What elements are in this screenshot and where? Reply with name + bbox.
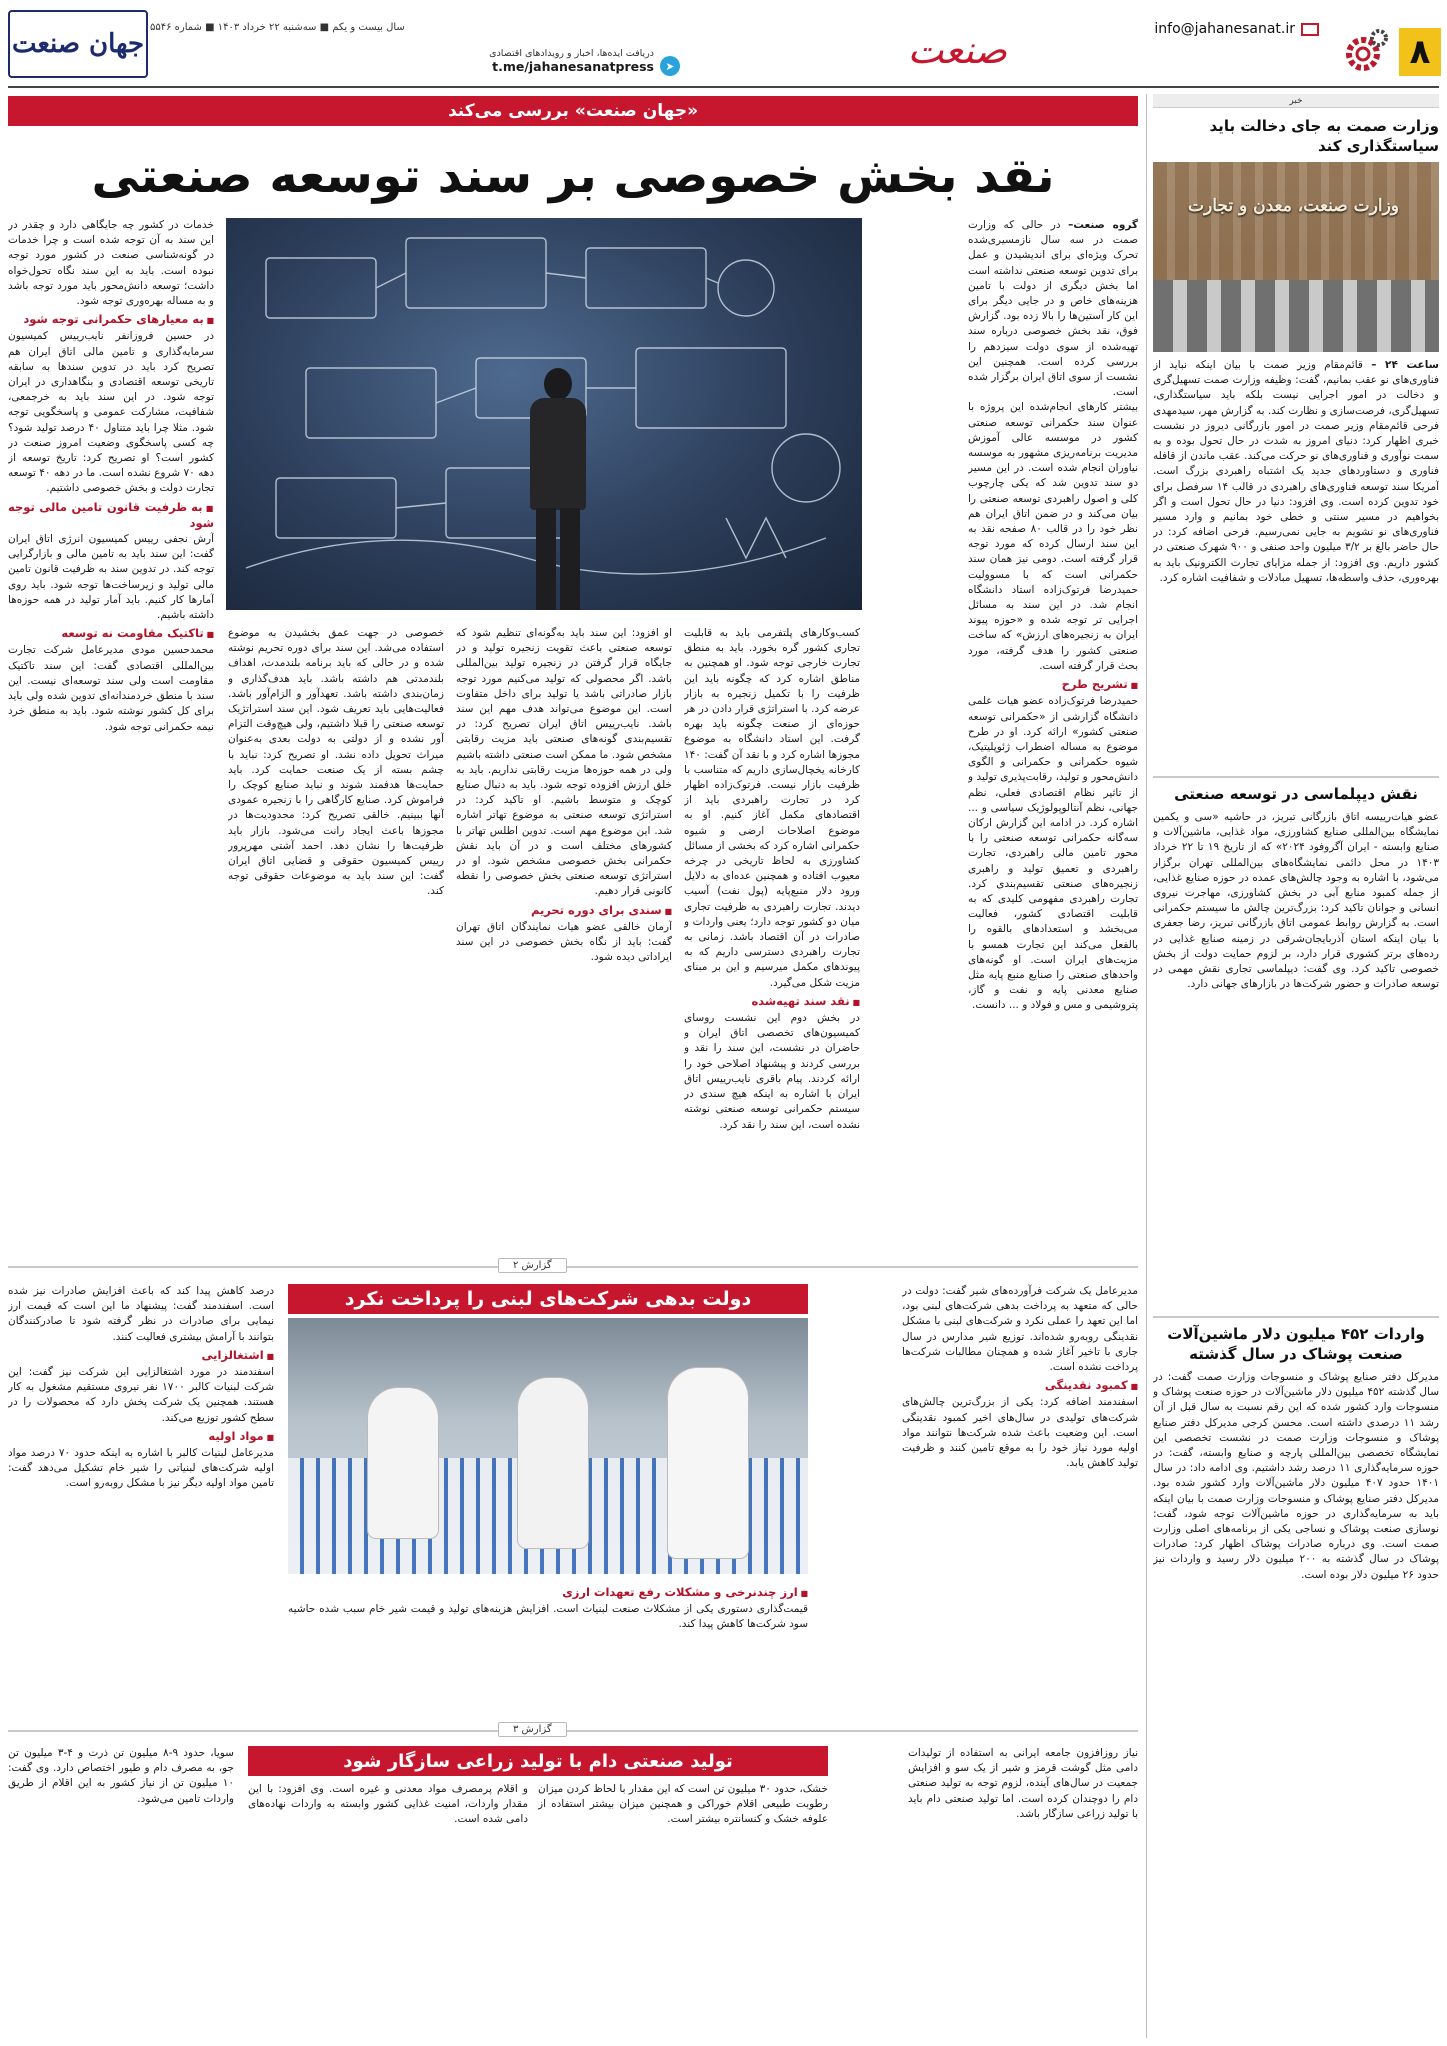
lead-label: گروه صنعت– (1068, 219, 1138, 231)
page-number-badge (1399, 28, 1441, 76)
report2-col-a-text: مدیرعامل یک شرکت فرآورده‌های شیر گفت: دولت در حالی که متعهد به پرداخت بدهی شرکت‌های لبنی بود، اما این تعهد را عملی نکرد و شرکت‌های لبنی با مشکل نقدینگی روبه‌رو شده‌اند. توزیع شیر مدارس در سال جاری با تاخیر آغاز شده و همچنان مطالبات شرکت‌ها پرداخت نشده است. (902, 1285, 1138, 1374)
masthead-text: جهان صنعت (11, 29, 145, 59)
report3-col-c (248, 1782, 528, 2036)
col2-text-b: در بخش دوم این نشست روسای کمیسیون‌های تخصصی اتاق ایران و حاضران در نشست، این سند را نقد و بررسی کردند و پیشنهاد اصلاحی خود را ارائه کردند. پیام باقری نایب‌رییس اتاق ایران با اشاره به اینکه هیچ سندی در سیستم حکمرانی توسعه صنعتی نوشته نشده است، این سند را نقد کرد. (684, 1012, 860, 1131)
email-line (1154, 18, 1319, 40)
sidebar-divider-1 (1153, 776, 1439, 778)
header-rule (8, 86, 1439, 88)
report3-tag: گزارش ۳ (498, 1722, 567, 1737)
report2-col-b-text: قیمت‌گذاری دستوری یکی از مشکلات صنعت لبنیات است. افزایش هزینه‌های تولید و قیمت شیر خام سبب شده حاشیه سود شرکت‌ها کاهش پیدا کند. (288, 1603, 808, 1631)
gear-icon (1339, 26, 1389, 76)
col5-text: خدمات در کشور چه جایگاهی دارد و چقدر در این سند به آن توجه شده است و چرا خدمات در گونه‌شناسی صنعت در کشور مورد توجه نبوده است. باید به این سند نگاه تحول‌خواه داشت؛ توسعه دانش‌محور باید مورد توجه باشد و به مساله بهره‌وری توجه شود. (8, 219, 214, 308)
col5-text-b: در حسین فروزانفر نایب‌رییس کمیسیون سرمایه‌گذاری و تامین مالی اتاق ایران هم تصریح کرد باید در تدوین سندها به سابقه تاریخی توسعه اقتصادی و بنگاهداری در ایران توجه شود. در این سند باید به خرجمعی، شفافیت، مشارکت عمومی و پاسخگویی توجه شود. مثلا چرا باید متناول ۴۰ درصد تولید شود؟ چه کسی پاسخگوی وضعیت امروز صنعت در کشور است؟ او تصریح کرد: تاریخ توسعه از دهه ۷۰ شروع نشده است. ما در دهه ۴۰ توسعه تجارت دولت و بخش خصوصی داشتیم. (8, 330, 214, 495)
report2-col-b (288, 1582, 808, 1712)
issue-info: سال بیست و یکم ■ سه‌شنبه ۲۲ خرداد ۱۴۰۳ ■ شماره ۵۵۴۶ (150, 22, 405, 33)
report2-col-c-text2: اسفندمند در مورد اشتغالزایی این شرکت نیز گفت: این شرکت لبنیات کالبر ۱۷۰۰ نفر نیروی مستقیم مشغول به کار هستند. همچنین یک شرکت پخش دارد که محصولات را در سطح کشور توزیع می‌کند. (8, 1366, 274, 1424)
report3-headline: تولید صنعتی دام با تولید زراعی سازگار شود (343, 1750, 733, 1772)
report3-col-a-text: نیاز روزافزون جامعه ایرانی به استفاده از تولیدات دامی مثل گوشت قرمز و شیر از یک سو و افزایش جمعیت در سال‌های آینده، لزوم توجه به تولید صنعتی دام را دوچندان کرده است. اما تولید صنعتی دام باید با تولید زراعی سازگار باشد. (908, 1747, 1138, 1820)
report2-col-a-subhead: ■ کمبود نقدینگی (902, 1378, 1138, 1394)
news1-body (1153, 358, 1439, 770)
report3-headline-bar (248, 1746, 828, 1776)
report2-col-a (902, 1284, 1138, 1714)
report-3 (8, 1722, 1138, 2040)
report3-col-d-text: سویا، حدود ۹-۸ میلیون تن ذرت و ۴-۳ میلیون تن جو، به مصرف دام و طیور اختصاص دارد. وی گفت: ۱۰ میلیون تن از نیاز کشور به این اقلام از طریق واردات تامین می‌شود. (8, 1747, 234, 1805)
section-logo (908, 28, 1007, 72)
report2-headline-bar (288, 1284, 808, 1314)
page-header (0, 0, 1447, 88)
col2-subhead: ■ نقد سند تهیه‌شده (684, 994, 860, 1010)
worker-figure-3 (668, 1368, 748, 1558)
col5-text-c: آرش نجفی رییس کمیسیون انرژی اتاق ایران گفت: این سند باید به تامین مالی و بازارگرایی توجه کند. در تدوین سند به ظرفیت قانون تامین مالی تولید و زیرساخت‌ها توجه شود. باید روی آمارها کار کنیم. باید آمار تولید در همه حوزه‌ها داشته باشیم. (8, 533, 214, 622)
report3-col-b (538, 1782, 828, 2036)
report2-photo (288, 1318, 808, 1574)
sidebar-tag: خبر (1153, 94, 1439, 108)
email-address[interactable]: info@jahanesanat.ir (1154, 21, 1295, 37)
report2-tag: گزارش ۲ (498, 1258, 567, 1273)
report2-rule (8, 1266, 1138, 1268)
man-figure (526, 368, 590, 610)
col5-text-d: محمدحسین مودی مدیرعامل شرکت تجارت بین‌المللی اقتصادی گفت: این سند تاکتیک مقاومت است ولی سند توسعه‌ای نیست. این سند با منطق خردمندانه‌ای تدوین شده ولی باید برای کل کشور نوشته شود. باید به منطق خرد نیمه حکمرانی توجه شود. (8, 644, 214, 733)
sidebar-divider-2 (1153, 1316, 1439, 1318)
col1-text: بیشتر کارهای انجام‌شده این پروژه با عنوان سند حکمرانی توسعه صنعتی کشور در موسسه عالی آموزش مدیریت برنامه‌ریزی مشهور به موسسه نیاوران انجام شده است. در این مسیر دو سند تدوین شد که یکی چارچوب کلی و اصول راهبردی توسعه صنعتی را بیان می‌کند و در ضمن اتاق ایران هم نظر خود را در قالب ۸۰ صفحه نقد به این سند ارسال کرده که مورد توجه قرار گرفته است. دومی نیز همان سند حکمرانی است که با مسوولیت حمیدرضا فرتوک‌زاده استاد دانشگاه انجام شد. در این سند به مسائل اجرایی تر توجه شده و «حوزه پیوند ایران به زنجیره‌های ارزش» که ساخت صنعتی کشور را هدف گرفته، مورد بحث قرار گرفته است. (968, 401, 1138, 672)
report2-col-c (8, 1284, 274, 1714)
mail-icon (1301, 23, 1319, 36)
report2-col-c-subhead-2: ■ مواد اولیه (8, 1429, 274, 1445)
col2-text: کسب‌وکارهای پلتفرمی باید به قابلیت تجاری کشور گره بخورد. باید به منطق تجارت خارجی توجه شود. او همچنین به مناطق اشاره کرد که چگونه باید این ظرفیت را با تکمیل زنجیره به بازار عرضه کرد. با استراتژی قرار دادن در هر حوزه‌ای از صنعت چگونه باید بهره گرفت. این استاد دانشگاه به موضوع مجوزها اشاره کرد و با نقد آن گفت: ۱۴۰ کارخانه یخچال‌سازی داریم که متناسب با ظرفیت بازار نیست. فرتوک‌زاده اظهار کرد در تجارت راهبردی باید از اقتصادهای مکمل آغاز کنیم. او به موضوع اصلاحات ارضی و شیوه حکمرانی اشاره کرد که بخشی از مسائل کشاورزی به لحاظ تاریخی در چرخه معیوب افتاده و همچنین عده‌ای به دلایل ورود دلار منبع‌پایه (پول نفت) آسیب دیدند. تجارت راهبردی به ظرفیت تجاری میان دو کشور توجه دارد؛ یعنی واردات و صادرات در آن اقتصاد باشد. زمانی به تجارت راهبردی دسترسی داریم که به پیوندهای مکمل میرسیم و این بر مبنای مزیت شکل می‌گیرد. (684, 627, 860, 989)
col5-subhead-3: ■ تاکتیک مقاومت نه توسعه (8, 626, 214, 642)
col5-subhead-1: ■ به معیارهای حکمرانی توجه شود (8, 312, 214, 328)
lead-text: در حالی که وزارت صمت در سه سال نازمسیری‌شده تحرک ویژه‌ای برای اندیشیدن و عمل برای تدوین توسعه صنعتی نداشته است اما بخش دیگری از دولت با تامین هزینه‌های خاص و در جایی دیگر برای این کار آستین‌ها را بالا زده بود. گزارش فوق، نقد بخش خصوصی درباره سند تهیه‌شده از سوی دولت سیزدهم را بررسی کرده است. همچنین این نشست از سوی اتاق ایران برگزار شده است. (968, 219, 1138, 399)
col4-text: خصوصی در جهت عمق بخشیدن به موضوع استفاده می‌شد. این سند برای دوره تحریم نوشته شده و در حالی که باید برنامه بلندمدت، اهداف بلندمدتی هم داشته باشد. باید هدف‌گذاری و زمان‌بندی داشته باشد. تعهدآور و الزام‌آور باشد. فعالیت‌هایی باید تعریف شود. این سند استراتژیک توسعه صنعتی را قبلا داشتیم، ولی هیچ‌وقت التزام آور نشده و از دولتی به دولت بعدی به‌عنوان میراث تحویل داده نشد. او تصریح کرد: نباید با چشم بسته از یک صنعت حمایت کرد. باید حمایت‌ها هدفمند شوند و نباید صنایع کوچک را فراموش کرد. صنایع کارگاهی را با زنجیره عمودی آنها ببینیم. خالقی تصریح کرد: محدودیت‌ها در مجوزها باعث ایجاد رانت می‌شود. بازار باید ظرفیت‌ها را نشان دهد. احمد آشتی مهرپرور رییس کمیسیون حقوقی و قضایی اتاق ایران گفت: این سند باید به موضوعات حقوقی توجه کند. (228, 627, 444, 898)
report3-rule (8, 1730, 1138, 1732)
news3-body: مدیرکل دفتر صنایع پوشاک و منسوجات وزارت صمت گفت: در سال گذشته ۴۵۲ میلیون دلار ماشین‌آلات در حوزه صنعت پوشاک و منسوجات وارد کشور شده که این رقم نسبت به سال قبل از آن رشد ۱۱ درصدی داشته است. محسن کرجی مدیرکل دفتر صنایع پوشاک و منسوجات وزارت صمت در نشست تخصصی این نمایشگاه تخصصی بین‌المللی پارچه و صنایع وابسته، گفت: در حوزه سرمایه‌گذاری ۱۱ درصد رشد داشتیم. وی ادامه داد: در سال ۱۴۰۱ حدود ۴۰۷ میلیون دلار ماشین‌آلات وارد کشور شده بود. مدیرکل دفتر صنایع پوشاک و منسوجات وزارت صمت با بیان اینکه باید به سرمایه‌گذاری در حوزه ماشین‌آلات توجه شود، گفت: نوسازی صنعت پوشاک و نساجی یکی از برنامه‌های اصلی وزارت صمت است. وی درباره صادرات پوشاک اظهار کرد: صادرات پوشاک در سال گذشته به ۲۰۰ میلیون دلار رسید و واردات نیز حدود ۲۶ میلیون دلار بوده است. (1153, 1371, 1439, 1581)
col3-text: او افزود: این سند باید به‌گونه‌ای تنظیم شود که توسعه صنعتی باعث تقویت زنجیره تولید و در جایگاه قرار گرفتن در زنجیره تولید بین‌المللی باشد. اگر محصولی که تولید می‌کنیم مورد توجه بازار صادراتی باشد یا تولید برای داخل متفاوت است. این موضوع می‌تواند هدف مهم این سند باشد. نایب‌رییس اتاق ایران تصریح کرد: در تقسیم‌بندی گونه‌های صنعتی باید مزیت رقابتی مشخص شود. ما ممکن است صنعتی داشته باشیم ولی در همه حوزه‌ها مزیت رقابتی نداریم. باید به خلق ارزش افزوده توجه شود. باید به دنبال صنایع کوچک و متوسط باشیم. او تاکید کرد: در استراتژی توسعه صنعتی به موضوع تهاتر اشاره شد. این موضوع مهم است. تدوین اطلس تهاتر با کشورهای مختلف است و در آن باید نقش حکمرانی بخش خصوصی مشخص شود. او در استراتژی توسعه صنعتی بخش خصوصی را نقطه کانونی قرار دهیم. (456, 627, 672, 898)
report3-col-a (908, 1746, 1138, 2036)
article-col-1 (968, 218, 1138, 1248)
kicker-text: «جهان صنعت» بررسی می‌کند (447, 101, 699, 121)
news3-title: واردات ۴۵۲ میلیون دلار ماشین‌آلات صنعت پوشاک در سال گذشته (1167, 1325, 1425, 1363)
ministry-sign: وزارت صنعت، معدن و تجارت (1188, 196, 1399, 216)
news2-body: عضو هیات‌رییسه اتاق بازرگانی تبریز، در حاشیه «سی و یکمین نمایشگاه بین‌المللی صنایع کشاورزی، مواد غذایی، ماشین‌آلات و صنایع وابسته - ایران آگروفود ۲۰۲۴» که از تاریخ ۱۹ تا ۲۲ خرداد ۱۴۰۳ در محل دائمی نمایشگاه‌های بین‌المللی تهران برگزار می‌شود، با اشاره به وجود چالش‌های عمده در حوزه صنایع غذایی، از جمله کمبود منابع آبی در بخش کشاورزی، مهاجرت نیروی انسانی و جوانان تاکید کرد: بزرگ‌ترین چالش ما سیستم حکمرانی است. به گزارش روابط عمومی اتاق بازرگانی تبریز، رضا جعفری با بیان اینکه استان آذربایجان‌شرقی در زمینه صنایع غذایی در رده‌های برتر کشوری قرار دارد، بر لزوم حمایت دولت از بخش خصوصی تاکید کرد. وی گفت: دیپلماسی تجاری نقش مهمی در توسعه صادرات و حضور شرکت‌ها در بازارهای جهانی دارد. (1153, 811, 1439, 991)
col3-text-b: آرمان خالقی عضو هیات نمایندگان اتاق تهران گفت: باید از نگاه بخش خصوصی در این سند ایراداتی دیده شود. (456, 920, 672, 964)
telegram-box (460, 48, 680, 82)
column-divider (1146, 94, 1147, 2038)
main-photo (226, 218, 862, 610)
col1-text-b: حمیدرضا فرتوک‌زاده عضو هیات علمی دانشگاه گزارشی از «حکمرانی توسعه صنعتی کشور» ارائه کرد. او در طرح موضوع به مساله اضطراب ژئوپلیتیک، شیوه حکمرانی و حکمرانی و الگوی دانش‌محور و تولید، رقابت‌پذیری تولید و از تاثیر نظام اقتصادی فعلی، نظم جهانی، نظم آنتالوپولوژیک سیاسی و ... اشاره کرد. در ادامه این گزارش ارکان سه‌گانه حکمرانی توسعه صنعتی را با محور تامین مالی راهبردی، تجارت راهبردی و تعمیق تولید و راهبری زنجیره‌های صنعتی تقسیم‌بندی کرد. تجارت راهبردی مفهومی کلیدی که به قابلیت اقتصادی کشور، فعالیت می‌بخشد و استعدادهای بالقوه را بالفعل می‌کند این تجارت همسو با مزیت‌های ایران است. او گونه‌های واحدهای صنعتی را صنایع منبع پایه مثل صنایع معدنی پایه و نفت و گاز، پتروشیمی و مس و فولاد و ... دانست. (968, 695, 1138, 1012)
report3-col-d (8, 1746, 234, 2036)
report2-col-c-subhead: ■ اشتغالزایی (8, 1348, 274, 1364)
kicker-bar (8, 96, 1138, 126)
page-number: ۸ (1409, 32, 1431, 72)
report2-col-c-text3: مدیرعامل لبنیات کالبر با اشاره به اینکه حدود ۷۰ درصد مواد اولیه شرکت‌های لبنیاتی را شیر خام تشکیل می‌دهد گفت: تامین مواد اولیه دیگر نیز با مشکل روبه‌رو است. (8, 1447, 274, 1490)
col3-subhead: ■ سندی برای دوره تحریم (456, 903, 672, 919)
main-headline: نقد بخش خصوصی بر سند توسعه صنعتی (91, 148, 1055, 204)
news1-photo (1153, 162, 1439, 352)
report2-col-c-text: درصد کاهش پیدا کند که باعث افزایش صادرات نیز شده است. اسفندمند گفت: پیشنهاد ما این است که قیمت ارز نیمایی برای صادرات در نظر گرفته شود تا صادرکنندگان بتوانند با آرامش بیشتری فعالیت کنند. (8, 1285, 274, 1343)
section-logo-text: صنعت (907, 28, 1007, 72)
article-col-5 (8, 218, 214, 1248)
article-col-2 (684, 626, 860, 1248)
col1-subhead: ■ تشریح طرح (968, 677, 1138, 693)
report2-col-a-text2: اسفندمند اضافه کرد: یکی از بزرگ‌ترین چالش‌های شرکت‌های تولیدی در سال‌های اخیر کمبود نقدینگی است. این وضعیت باعث شده شرکت‌ها نتوانند مواد اولیه مورد نیاز خود را به موقع تامین کنند و ظرفیت تولید کاهش یابد. (902, 1396, 1138, 1470)
news1-title: وزارت صمت به جای دخالت باید سیاستگذاری کند (1209, 117, 1439, 155)
report-2 (8, 1258, 1138, 1718)
article-col-4 (228, 626, 444, 1248)
news1-lead-label: ساعت ۲۴ – (1371, 359, 1439, 371)
telegram-caption: دریافت ایده‌ها، اخبار و رویدادهای اقتصادی (489, 48, 654, 59)
masthead-logo (8, 10, 148, 78)
report2-headline: دولت بدهی شرکت‌های لبنی را پرداخت نکرد (344, 1288, 752, 1310)
sidebar (1153, 94, 1439, 2038)
telegram-icon: ➤ (660, 56, 680, 76)
report3-col-c-text: و اقلام پرمصرف مواد معدنی و غیره است. وی افزود: با این مقدار واردات، امنیت غذایی کشور وابسته به واردات نهاده‌های دامی شده است. (248, 1783, 528, 1826)
news1-text: قائم‌مقام وزیر صمت با بیان اینکه نباید از فناوری‌های نو عقب بمانیم، گفت: وظیفه وزارت صمت تسهیل‌گری و دخالت در امور اجرایی نیست بلکه باید سیاستگذاری، تسهیل‌گری، فرصت‌سازی و نظارت کند. به گزارش مهر، سیدمهدی فرحی قائم‌مقام وزیر صمت در امور بازرگانی دیروز در نشست خبری اظهار کرد: دنیای امروز به شدت در حال تحول بوده و به سمت نوآوری و فناوری‌های نو حرکت می‌کند. عقب ماندن از قافله فناوری و دستاوردهای جدید یک اشتباه راهبردی بزرگ است. آمریکا سند توسعه فناوری‌های راهبردی در قالب ۱۴ سرفصل برای خود تدوین کرده است. وی افزود: دنیا در حال تحول است و اگر بخواهیم در مسیر سنتی و خطی خود بمانیم و وارد مسیر فناوری‌های نو نشویم به جایی نمی‌رسیم. فرحی اضافه کرد: در حال حاضر بالغ بر ۳/۲ میلیون واحد صنفی و ۹۰۰ شهرک صنعتی در کشور داریم. وی افزود: از جمله مزایای تجارت الکترونیک باید به بهره‌وری، حذف واسطه‌ها، تسهیل مبادلات و شفافیت اشاره کرد. (1153, 359, 1439, 584)
col5-subhead-2: ■ به ظرفیت قانون تامین مالی توجه شود (8, 500, 214, 531)
telegram-link[interactable]: t.me/jahanesanatpress (492, 59, 654, 74)
report3-col-b-text: خشک، حدود ۳۰ میلیون تن است که این مقدار با لحاظ کردن میزان رطوبت طبیعی اقلام خوراکی و همچنین میزان بیشتر استفاده از علوفه خشک و کنسانتره بیشتر است. (538, 1783, 828, 1826)
worker-figure-2 (518, 1378, 588, 1548)
worker-figure-1 (368, 1388, 438, 1538)
report2-mid-subhead: ■ ارز چندنرخی و مشکلات رفع تعهدات ارزی (288, 1585, 808, 1601)
news2-title: نقش دیپلماسی در توسعه صنعتی (1174, 785, 1418, 803)
main-article (8, 96, 1138, 1248)
article-col-3 (456, 626, 672, 1248)
